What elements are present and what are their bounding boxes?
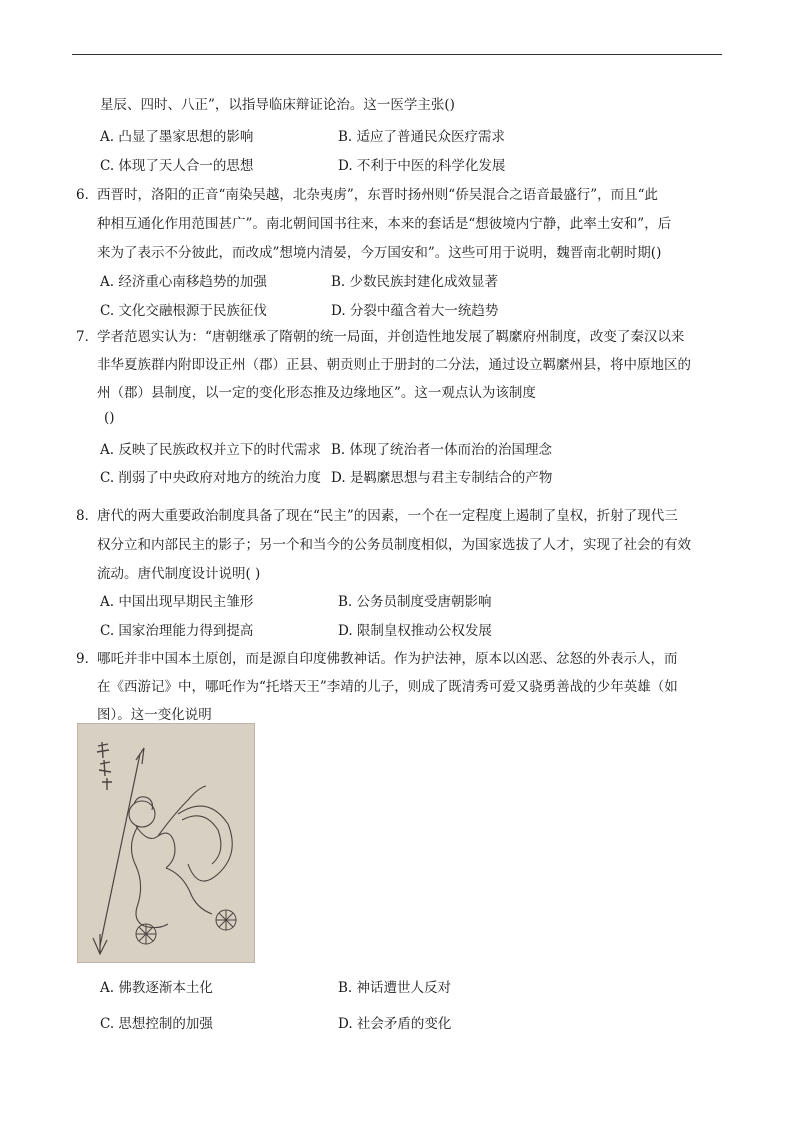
q7-number: 7．: [76, 329, 99, 345]
q6-option-b[interactable]: B. 少数民族封建化成效显著: [331, 274, 499, 290]
q6-option-a[interactable]: A. 经济重心南移趋势的加强: [100, 274, 267, 290]
q7-option-b[interactable]: B. 体现了统治者一体而治的治国理念: [331, 442, 553, 458]
q9-stem-line3: 图）。这一变化说明: [97, 707, 212, 723]
q6-number: 6．: [76, 187, 99, 203]
header-rule: [72, 54, 722, 55]
q5-stem-tail: 星辰、四时、八正”，以指导临床辩证论治。这一医学主张(): [100, 97, 455, 113]
q5-option-b[interactable]: B. 适应了普通民众医疗需求: [338, 129, 506, 145]
q7-option-d[interactable]: D. 是羁縻思想与君主专制结合的产物: [331, 470, 553, 486]
q6-option-d[interactable]: D. 分裂中蕴含着大一统趋势: [331, 303, 499, 319]
q9-option-b[interactable]: B. 神话遭世人反对: [338, 980, 452, 996]
q7-stem-line3: 州（郡）县制度，以一定的变化形态推及边缘地区”。这一观点认为该制度: [97, 385, 536, 401]
q7-option-c[interactable]: C. 削弱了中央政府对地方的统治力度: [100, 470, 321, 486]
q6-stem-line1: 西晋时，洛阳的正音“南染吴越，北杂夷虏”，东晋时扬州则“侨吴混合之语音最盛行”，而且“此: [97, 187, 659, 203]
q5-option-d[interactable]: D. 不利于中医的科学化发展: [338, 158, 506, 174]
q7-option-a[interactable]: A. 反映了民族政权并立下的时代需求: [100, 442, 321, 458]
q6-stem-line2: 种相互通化作用范围甚广”。南北朝间国书往来，本来的套话是“想彼境内宁静，此率土安和”，后: [97, 216, 672, 232]
nezha-illustration: [77, 723, 255, 963]
q8-number: 8．: [76, 508, 99, 524]
q9-number: 9．: [76, 651, 99, 667]
q9-stem-line2: 在《西游记》中，哪吒作为“托塔天王”李靖的儿子，则成了既清秀可爱又骁勇善战的少年英雄（如: [97, 679, 678, 695]
q5-option-a[interactable]: A. 凸显了墨家思想的影响: [100, 129, 254, 145]
q6-option-c[interactable]: C. 文化交融根源于民族征伐: [100, 303, 267, 319]
q9-option-a[interactable]: A. 佛教逐渐本土化: [100, 980, 213, 996]
q7-answer-paren: (): [104, 410, 115, 426]
q8-option-a[interactable]: A. 中国出现早期民主雏形: [100, 594, 254, 610]
q7-stem-line1: 学者范恩实认为：“唐朝继承了隋朝的统一局面，并创造性地发展了羁縻府州制度，改变了秦汉以来: [97, 329, 685, 345]
q9-stem-line1: 哪吒并非中国本土原创，而是源自印度佛教神话。作为护法神，原本以凶恶、忿怒的外表示人，而: [97, 651, 678, 667]
q8-stem-line3: 流动。唐代制度设计说明( ): [97, 566, 261, 582]
q5-option-c[interactable]: C. 体现了天人合一的思想: [100, 158, 254, 174]
q8-option-b[interactable]: B. 公务员制度受唐朝影响: [338, 594, 492, 610]
q8-stem-line1: 唐代的两大重要政治制度具备了现在“民主”的因素，一个在一定程度上遏制了皇权，折射了现代三: [97, 508, 678, 524]
q9-option-c[interactable]: C. 思想控制的加强: [100, 1016, 213, 1032]
q7-stem-line2: 非华夏族群内附即设正州（郡）正县、朝贡则止于册封的二分法，通过设立羁縻州县，将中原地区的: [97, 357, 691, 373]
q6-stem-line3: 来为了表示不分彼此，而改成”想境内清晏，今万国安和”。这些可用于说明，魏晋南北朝时期(): [97, 245, 662, 261]
q8-stem-line2: 权分立和内部民主的影子；另一个和当今的公务员制度相似，为国家选拔了人才，实现了社会的有效: [97, 537, 691, 553]
q8-option-d[interactable]: D. 限制皇权推动公权发展: [338, 623, 492, 639]
q8-option-c[interactable]: C. 国家治理能力得到提高: [100, 623, 254, 639]
q9-option-d[interactable]: D. 社会矛盾的变化: [338, 1016, 452, 1032]
